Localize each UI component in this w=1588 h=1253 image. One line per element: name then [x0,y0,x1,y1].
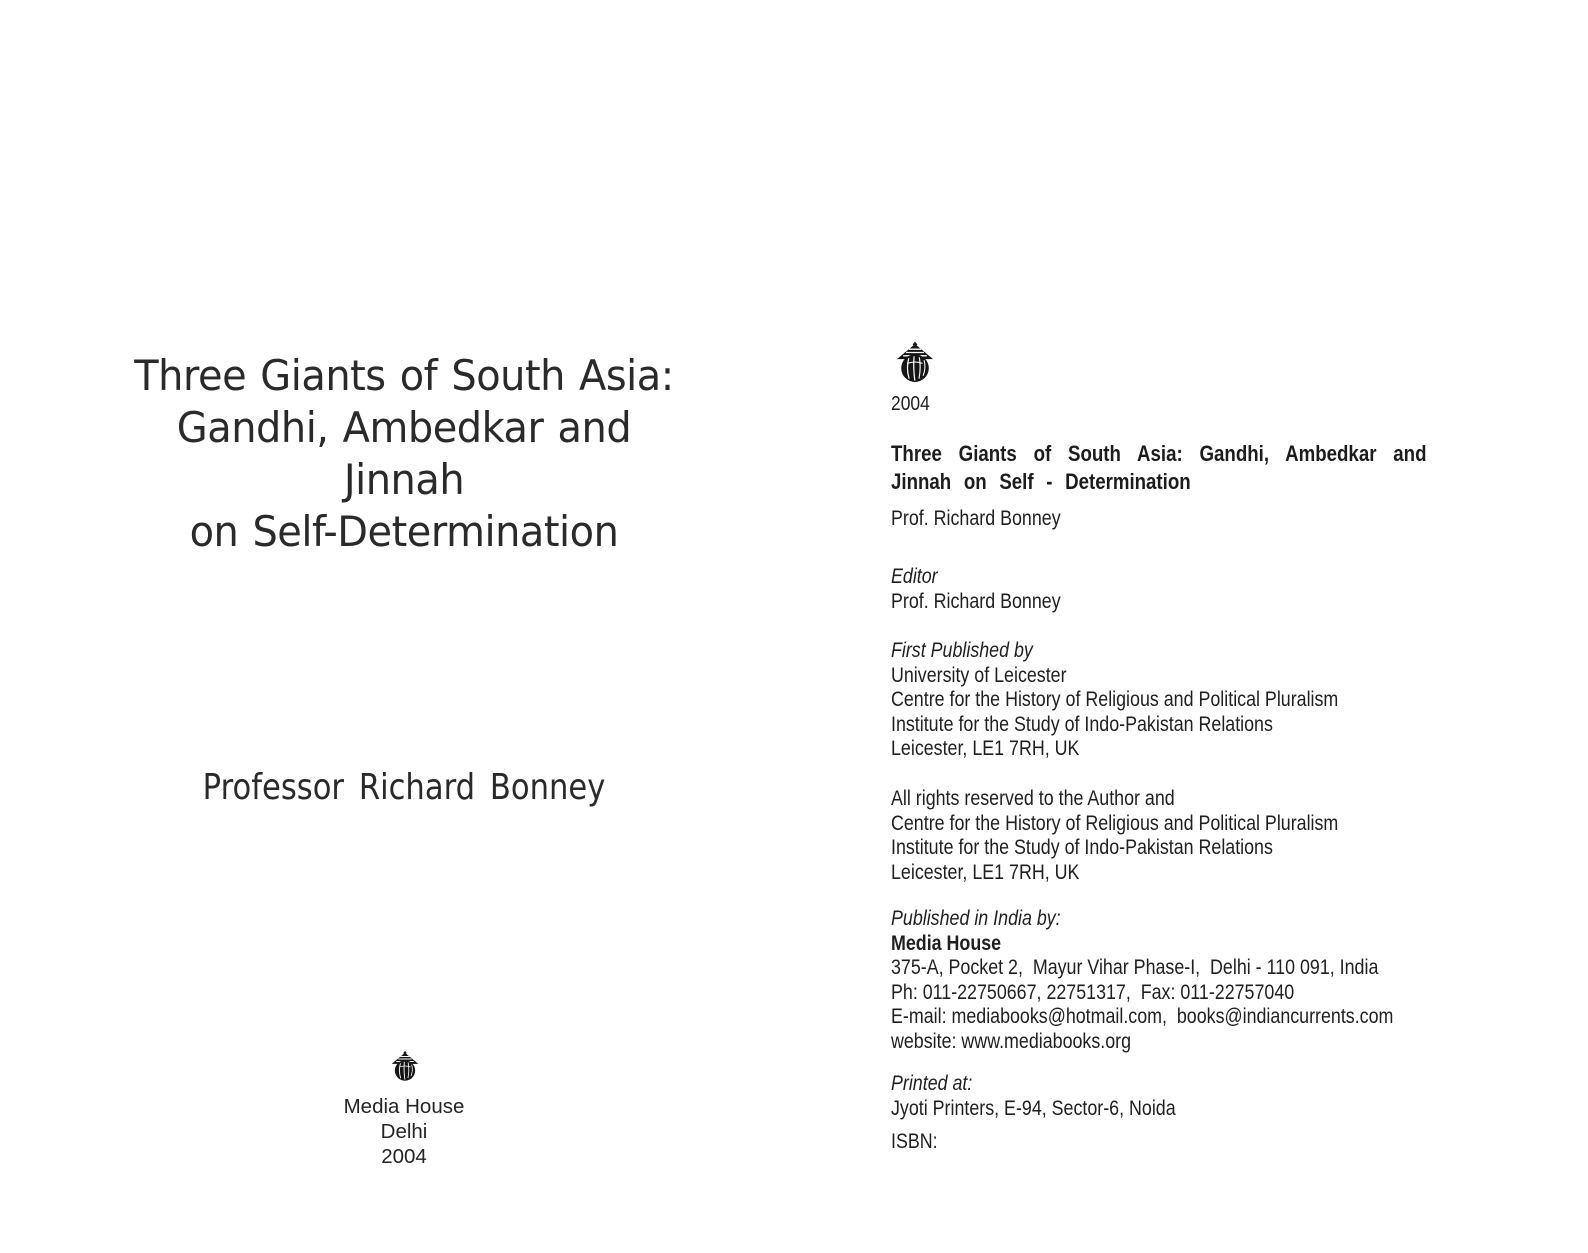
book-title-line: Three Giants of South Asia: Gandhi, Ambedkar and [891,441,1427,466]
publication-year: 2004 [891,392,930,415]
published-in-india-block [891,906,1393,1053]
copyright-page [891,0,1551,1253]
book-title-line: on Self-Determination [189,507,619,556]
rights-line: Centre for the History of Religious and Political Pluralism [891,810,1339,835]
book-author: Professor Richard Bonney [202,767,606,808]
first-published-label: First Published by [891,638,1033,662]
media-house-logo-icon [391,1049,419,1083]
isbn-block [891,1129,938,1154]
publisher-name: Media House [891,930,1002,955]
printer-line: Jyoti Printers, E-94, Sector-6, Noida [891,1095,1176,1120]
rights-line: Institute for the Study of Indo-Pakistan Relations [891,835,1273,859]
first-published-block [891,638,1338,761]
book-title-line: Jinnah on Self - Determination [891,469,1191,494]
book-title-heading [891,440,1426,496]
editor-block [891,564,1061,613]
first-published-line: Leicester, LE1 7RH, UK [891,736,1080,760]
author-name: Prof. Richard Bonney [891,506,1061,530]
printed-at-block [891,1071,1176,1120]
editor-name: Prof. Richard Bonney [891,588,1061,613]
book-title-line: Gandhi, Ambedkar and [176,403,632,452]
publisher-city: Delhi [380,1120,428,1143]
rights-block [891,786,1338,884]
book-title-line: Three Giants of South Asia: [134,351,674,400]
publication-year: 2004 [381,1145,427,1168]
publisher-website-line: website: www.mediabooks.org [891,1028,1132,1053]
book-title [20,350,788,558]
first-published-line: Centre for the History of Religious and Political Pluralism [891,687,1339,711]
isbn-label: ISBN: [891,1129,938,1153]
first-published-line: University of Leicester [891,662,1067,687]
editor-label: Editor [891,564,938,588]
publisher-email-line: E-mail: mediabooks@hotmail.com, books@indiancurrents.com [891,1004,1394,1028]
printed-at-label: Printed at: [891,1071,973,1095]
rights-line: All rights reserved to the Author and [891,786,1175,810]
author-line [891,506,1061,531]
book-title-line: Jinnah [343,455,465,504]
first-published-line: Institute for the Study of Indo-Pakistan Relations [891,711,1273,736]
publisher-address-line: 375-A, Pocket 2, Mayur Vihar Phase-I, Delhi - 110 091, India [891,955,1379,979]
publisher-phone-line: Ph: 011-22750667, 22751317, Fax: 011-22757040 [891,979,1295,1004]
rights-line: Leicester, LE1 7RH, UK [891,859,1080,884]
media-house-logo-icon [896,341,934,383]
published-in-india-label: Published in India by: [891,906,1061,930]
publisher-imprint [0,1094,808,1169]
publisher-name: Media House [343,1095,465,1118]
